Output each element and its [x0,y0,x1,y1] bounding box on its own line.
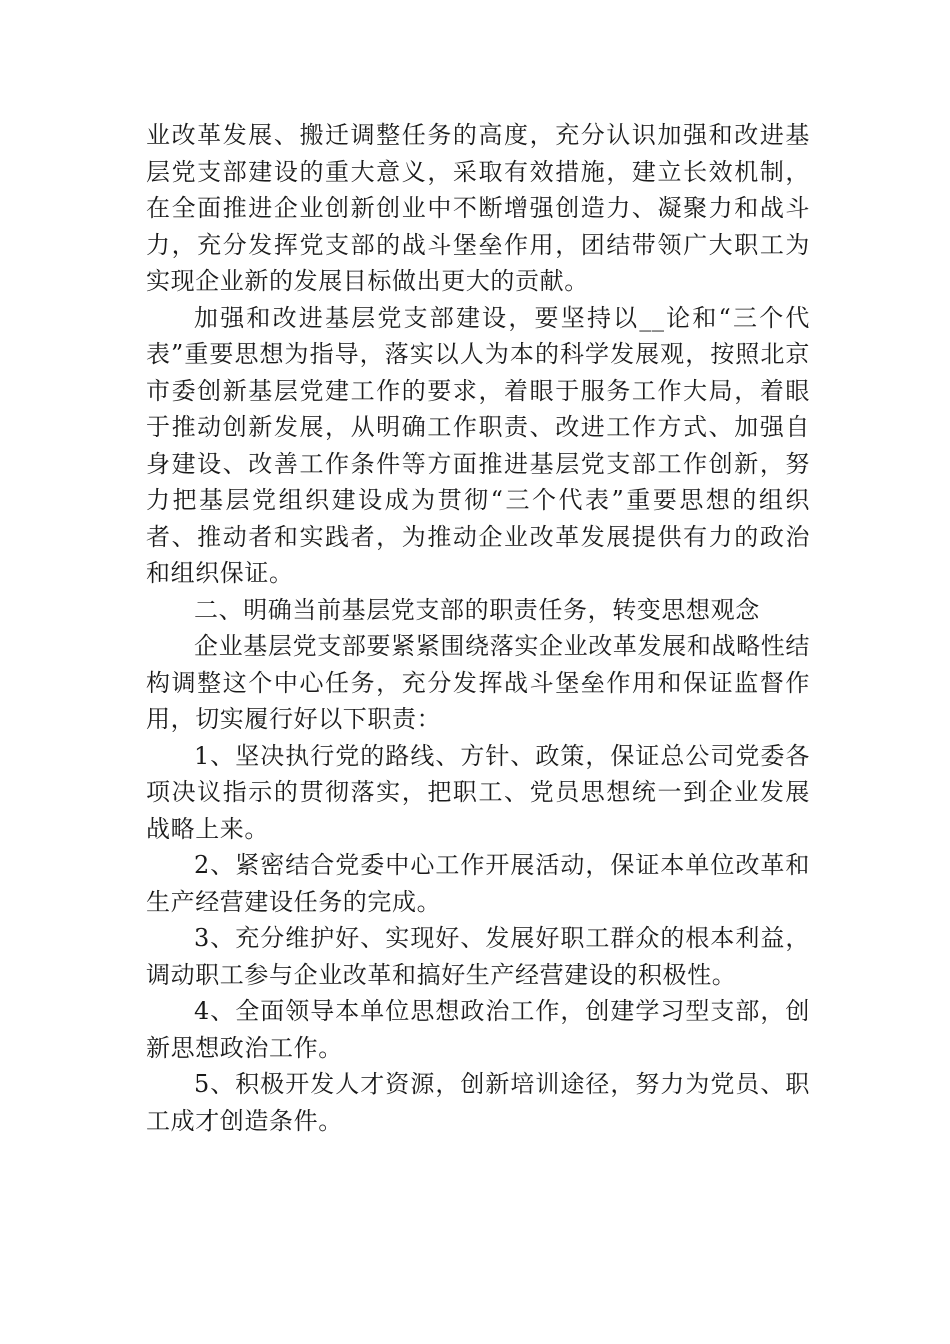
section-heading: 二、明确当前基层党支部的职责任务，转变思想观念 [194,595,760,624]
list-item-5: 5、积极开发人才资源，创新培训途径，努力为党员、职工成才创造条件。 [146,1070,810,1135]
paragraph-2: 加强和改进基层党支部建设，要坚持以__论和“三个代表”重要思想为指导，落实以人为本的科学发展观，按照北京市委创新基层党建工作的要求，着眼于服务工作大局，着眼于推动创新发展，从明确工作职责、改进工作方式、加强自身建设、改善工作条件等方面推进基层党支部工作创新，努力把基层党组织建设成为贯彻“三个代表”重要思想的组织者、推动者和实践者，为推动企业改革发展提供有力的政治和组织保证。 [146,303,810,587]
list-item-1: 1、坚决执行党的路线、方针、政策，保证总公司党委各项决议指示的贯彻落实，把职工、党员思想统一到企业发展战略上来。 [146,741,810,843]
document-body [146,117,810,1139]
paragraph-1: 业改革发展、搬迁调整任务的高度，充分认识加强和改进基层党支部建设的重大意义，采取有效措施，建立长效机制，在全面推进企业创新创业中不断增强创造力、凝聚力和战斗力，充分发挥党支部的战斗堡垒作用，团结带领广大职工为实现企业新的发展目标做出更大的贡献。 [146,121,810,295]
list-item-3: 3、充分维护好、实现好、发展好职工群众的根本利益，调动职工参与企业改革和搞好生产经营建设的积极性。 [146,924,810,989]
paragraph-3: 企业基层党支部要紧紧围绕落实企业改革发展和战略性结构调整这个中心任务，充分发挥战斗堡垒作用和保证监督作用，切实履行好以下职责： [146,632,810,733]
list-item-4: 4、全面领导本单位思想政治工作，创建学习型支部，创新思想政治工作。 [146,997,810,1062]
list-item-2: 2、紧密结合党委中心工作开展活动，保证本单位改革和生产经营建设任务的完成。 [146,851,810,916]
